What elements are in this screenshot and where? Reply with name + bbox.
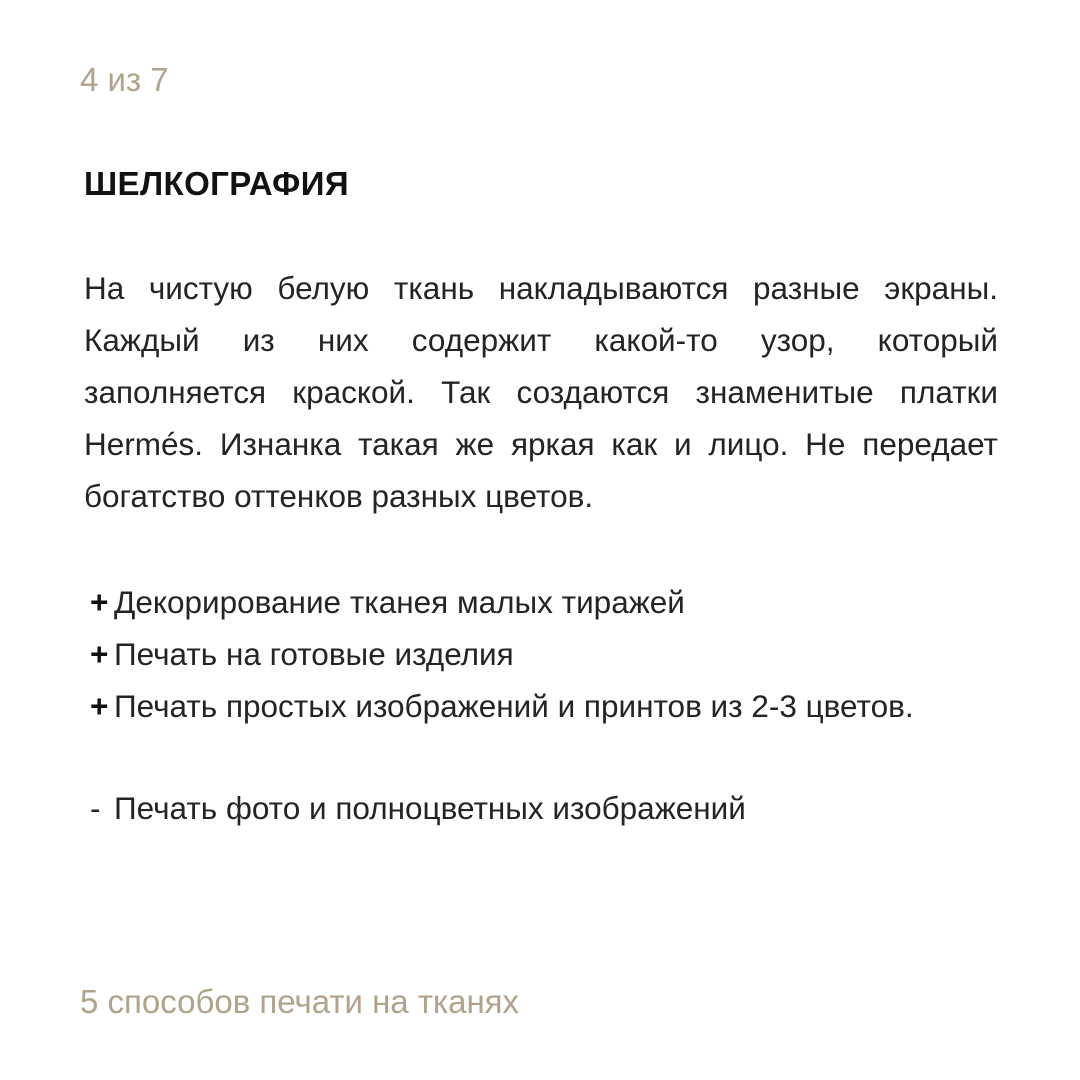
plus-icon: + [90, 584, 109, 620]
description-line: На чистую белую ткань накладываются разные экраны. [84, 270, 998, 306]
section-title: ШЕЛКОГРАФИЯ [84, 165, 349, 202]
plus-icon: + [90, 688, 109, 724]
pros-item-text: Печать простых изображений и принтов из 2-3 цветов. [114, 688, 914, 724]
pros-item-text: Печать на готовые изделия [114, 636, 514, 672]
cons-list [90, 782, 1010, 834]
section-description [84, 262, 998, 522]
series-title: 5 способов печати на тканях [80, 983, 520, 1020]
cons-item-text: Печать фото и полноцветных изображений [114, 790, 746, 826]
description-line: богатство оттенков разных цветов. [84, 478, 594, 514]
page-counter: 4 из 7 [80, 61, 169, 98]
minus-icon: - [90, 790, 101, 826]
pros-item-text: Декорирование тканея малых тиражей [114, 584, 685, 620]
cons-list-item [90, 782, 1010, 834]
pros-list-item [90, 628, 1010, 680]
pros-list [90, 576, 1010, 732]
pros-list-item [90, 576, 1010, 628]
pros-list-item [90, 680, 1010, 732]
description-line: Hermés. Изнанка такая же яркая как и лицо. Не передает [84, 426, 998, 462]
description-line: заполняется краской. Так создаются знаменитые платки [84, 374, 998, 410]
plus-icon: + [90, 636, 109, 672]
description-line: Каждый из них содержит какой-то узор, который [84, 322, 998, 358]
